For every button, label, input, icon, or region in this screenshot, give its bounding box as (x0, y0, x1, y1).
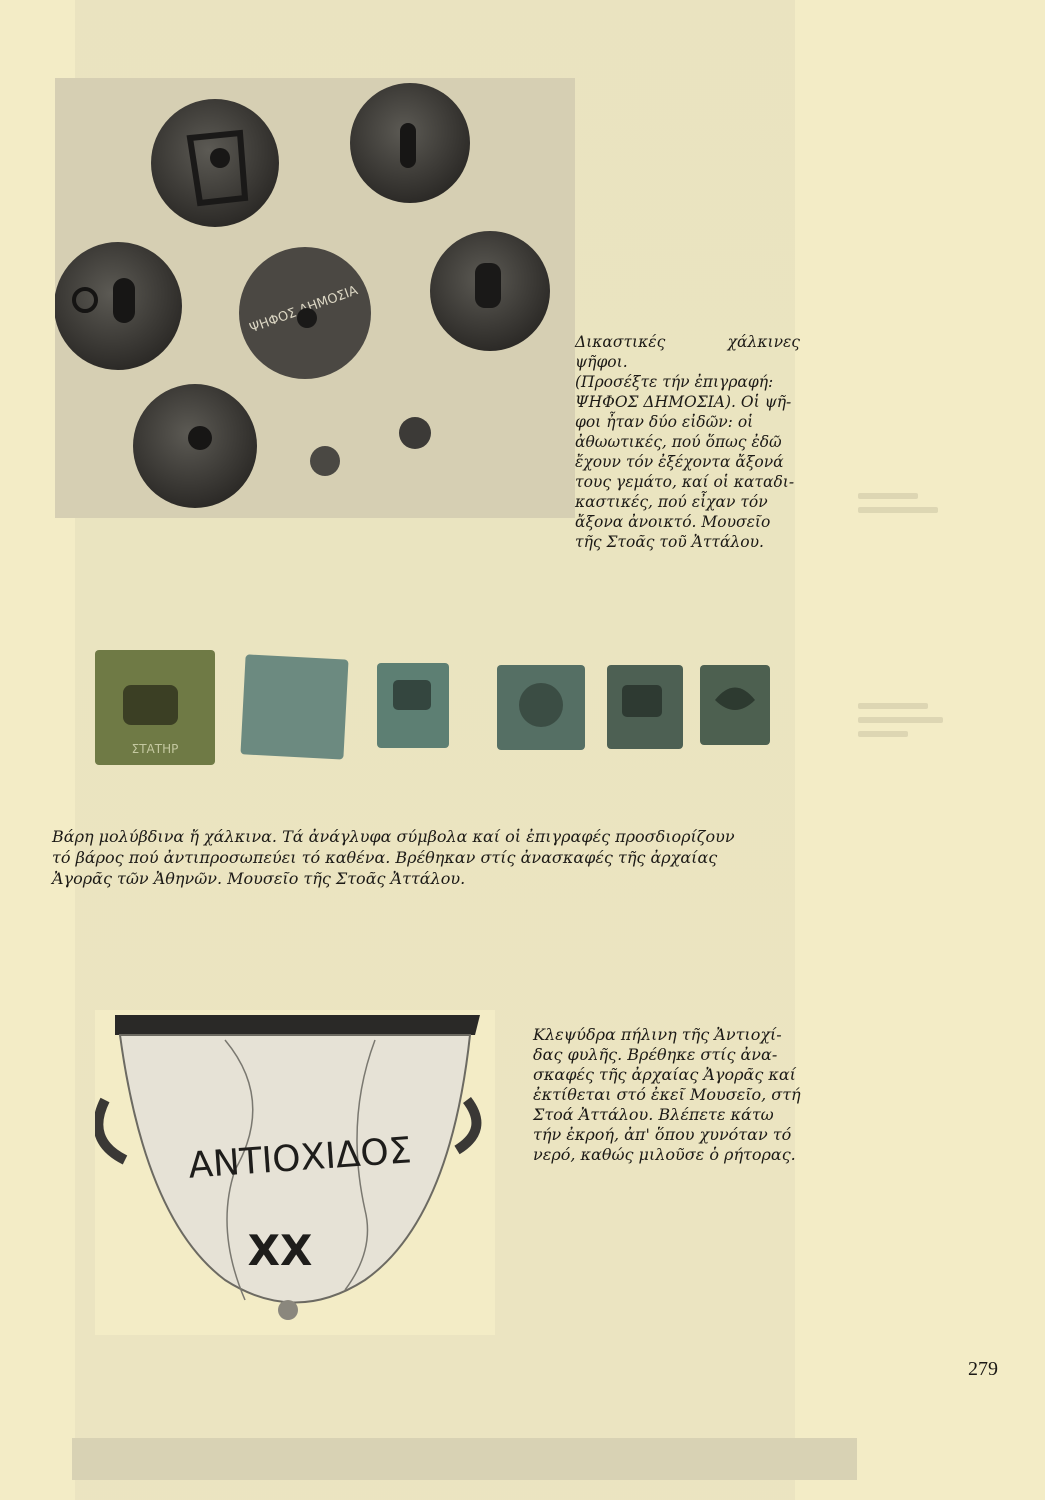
ballot-inscription: ΨΗΦΟΣ ΔΗΜΟΣΙΑ (247, 283, 360, 337)
weight-square (240, 654, 348, 759)
bottom-tint-band (72, 1438, 857, 1480)
show-through-margin-notes (858, 485, 948, 765)
weights-caption: Βάρη μολύβδινα ἤ χάλκινα. Τά ἀνάγλυφα σύμβολα καί οἱ ἐπιγραφές προσδιορίζουν τό βάρος πού ἀντιπροσωπεύει τό καθένα. Βρέθηκαν στίς ἀνασκαφές τῆς ἀρχαίας Ἀγορᾶς τῶν Ἀθηνῶν. Μουσεῖο τῆς Στοᾶς Ἀττάλου. (52, 827, 735, 888)
clepsydra-mark: XX (247, 1226, 313, 1275)
weights-photo (95, 645, 785, 770)
ballot-axle-small (310, 446, 340, 476)
ballot-axle-small (399, 417, 431, 449)
clepsydra-caption: Κλεψύδρα πήλινη τῆς Ἀντιοχί- δας φυλῆς. Βρέθηκε στίς ἀνα- σκαφές τῆς ἀρχαίας Ἀγορᾶς καί ἐκτίθεται στό ἐκεῖ Μουσεῖο, στή Στοά Ἀττάλου. Βλέπετε κάτω τήν ἐκροή, ἀπ' ὅπου χυνόταν τό νερό, καθώς μιλοῦσε ὁ ρήτορας. (533, 1025, 801, 1164)
ballots-photo (55, 78, 575, 518)
ballots-caption: Δικαστικές χάλκινες ψῆφοι. (Προσέξτε τήν ἐπιγραφή: ΨΗΦΟΣ ΔΗΜΟΣΙΑ). Οἱ ψῆ- φοι ἦταν δύο εἰδῶν: οἱ ἀθωωτικές, πού ὅπως ἐδῶ ἔχουν τόν ἐξέχοντα ἄξονά τους γεμάτο, καί οἱ καταδι- καστικές, πού εἶχαν τόν ἄξονα ἀνοικτό. Μουσεῖο τῆς Στοᾶς τοῦ Ἀττάλου. (575, 333, 800, 551)
weight-inscription: ΣΤΑΤΗΡ (131, 742, 179, 756)
page-number: 279 (968, 1358, 998, 1380)
clepsydra-photo (95, 1010, 495, 1335)
clepsydra-inscription: ΑΝΤΙΟΧΙΔΟΣ (186, 1130, 413, 1187)
